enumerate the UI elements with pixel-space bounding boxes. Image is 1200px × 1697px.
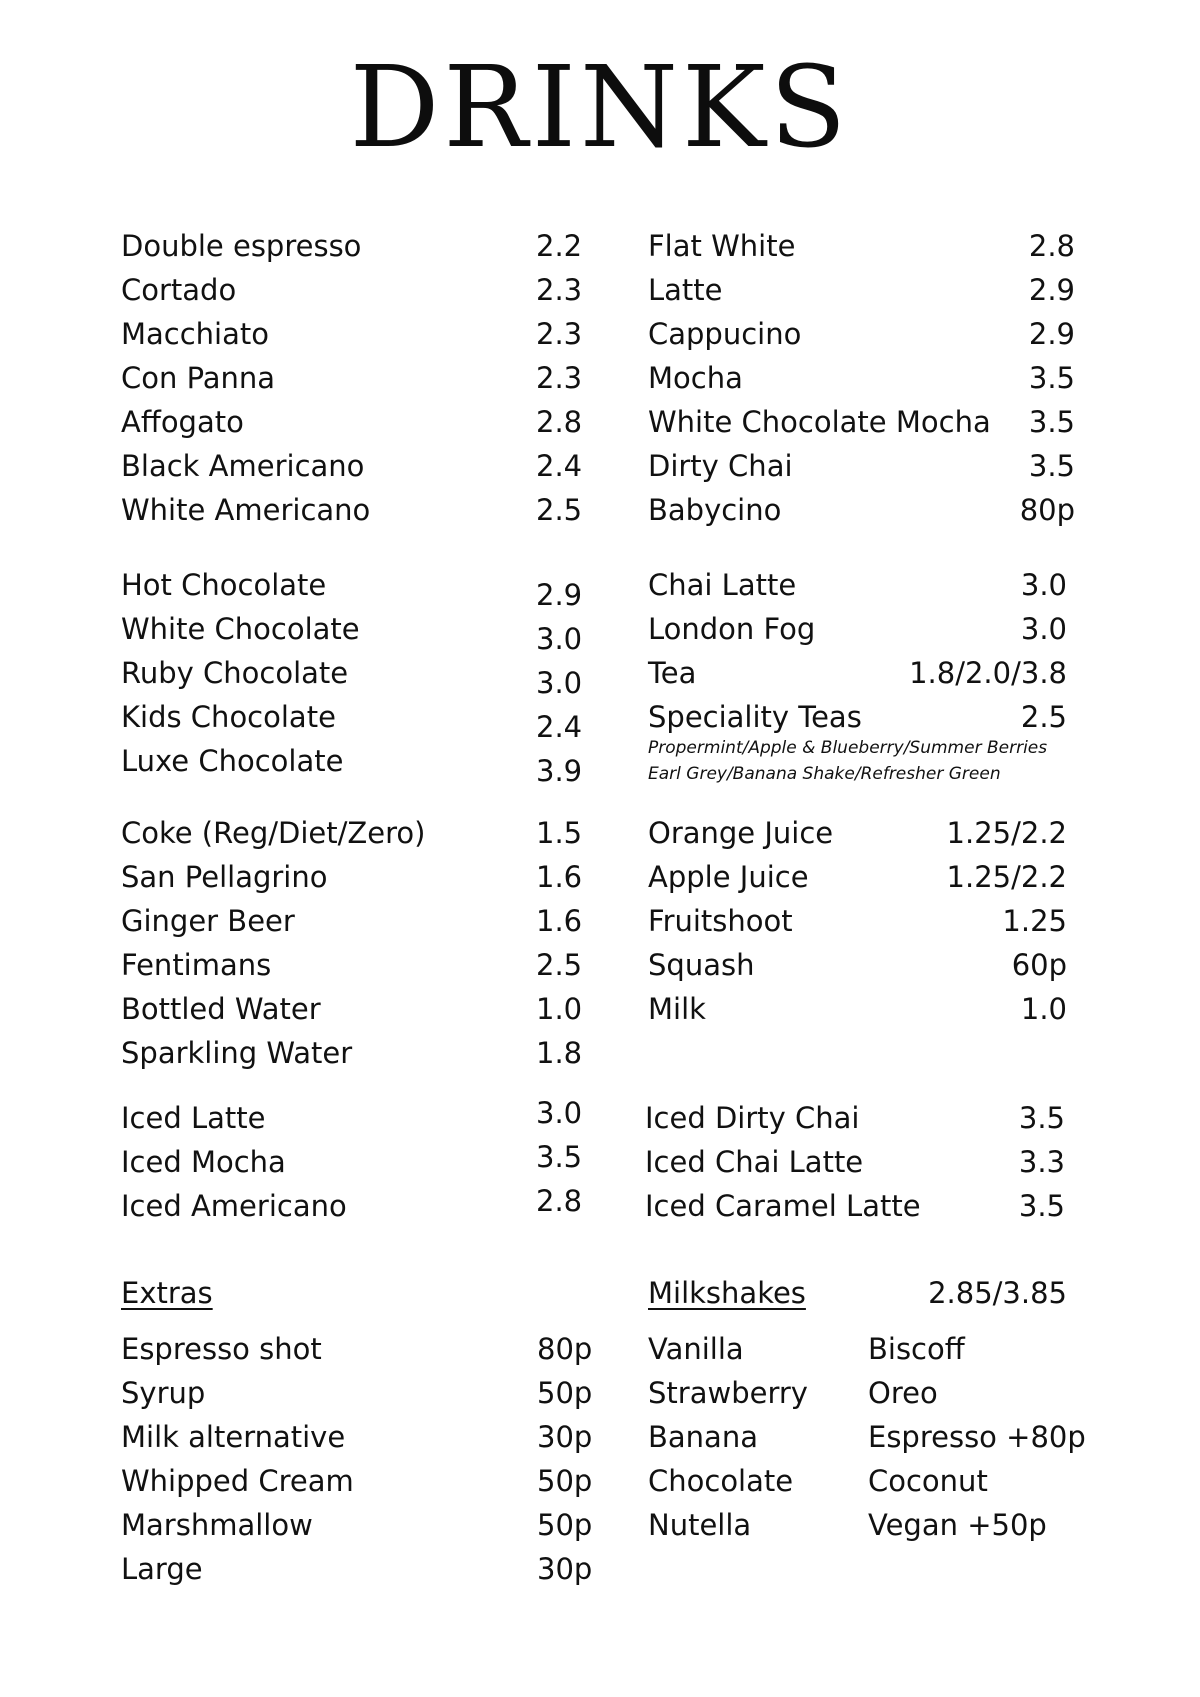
menu-item (121, 989, 581, 1029)
item-name: Ruby Chocolate (121, 656, 349, 690)
item-name: Black Americano (121, 449, 365, 483)
tea-note-line-2: Earl Grey/Banana Shake/Refresher Green (648, 764, 1001, 784)
item-price: 30p (537, 1552, 593, 1586)
item-price: 1.5 (536, 816, 583, 850)
menu-item (121, 901, 581, 941)
item-price: 1.25/2.2 (946, 860, 1067, 894)
item-name: Marshmallow (121, 1508, 313, 1542)
item-price: 1.8/2.0/3.8 (909, 656, 1067, 690)
menu-item (645, 1098, 1065, 1138)
menu-item (121, 1186, 581, 1226)
item-price: 1.25 (1002, 904, 1067, 938)
menu-item (121, 358, 581, 398)
item-name: Orange Juice (648, 816, 834, 850)
menu-item (121, 857, 581, 897)
item-price: 2.9 (1028, 317, 1075, 351)
menu-item (648, 565, 1067, 605)
item-price: 3.0 (536, 622, 583, 656)
item-price: 80p (1019, 493, 1075, 527)
milkshake-flavour: Oreo (868, 1376, 938, 1410)
item-price: 2.8 (1028, 229, 1075, 263)
item-price: 3.5 (1028, 405, 1075, 439)
item-name: Dirty Chai (648, 449, 793, 483)
item-price: 2.9 (1028, 273, 1075, 307)
item-price: 50p (537, 1508, 593, 1542)
item-name: Milk alternative (121, 1420, 346, 1454)
item-price: 2.3 (536, 273, 583, 307)
menu-item (648, 901, 1067, 941)
item-price: 60p (1011, 948, 1067, 982)
item-name: Iced Mocha (121, 1145, 286, 1179)
menu-item (648, 945, 1067, 985)
menu-item (121, 1461, 591, 1501)
item-name: Kids Chocolate (121, 700, 336, 734)
menu-item (121, 402, 581, 442)
item-price: 3.5 (1028, 361, 1075, 395)
item-name: Iced Latte (121, 1101, 266, 1135)
item-name: White Chocolate (121, 612, 360, 646)
menu-item (121, 1549, 591, 1589)
item-price: 30p (537, 1420, 593, 1454)
menu-item (648, 358, 1075, 398)
item-price: 50p (537, 1376, 593, 1410)
item-price: 3.0 (536, 1096, 583, 1130)
iced-right-section (645, 1098, 1065, 1230)
menu-item (121, 697, 583, 744)
menu-item (648, 446, 1075, 486)
milkshake-flavour: Biscoff (868, 1332, 965, 1366)
milkshake-flavour: Strawberry (648, 1376, 808, 1410)
menu-item (648, 270, 1075, 310)
item-name: Ginger Beer (121, 904, 295, 938)
milkshake-flavour: Nutella (648, 1508, 752, 1542)
item-price: 3.5 (1018, 1101, 1065, 1135)
item-price: 2.5 (536, 948, 583, 982)
item-price: 2.2 (536, 229, 583, 263)
menu-item (121, 1505, 591, 1545)
menu-item (121, 609, 583, 656)
menu-item (648, 402, 1075, 442)
item-price: 2.3 (536, 317, 583, 351)
milkshake-flavour: Chocolate (648, 1464, 794, 1498)
item-name: Hot Chocolate (121, 568, 327, 602)
menu-item (648, 226, 1075, 266)
item-name: Mocha (648, 361, 743, 395)
item-price: 3.9 (536, 754, 583, 788)
item-name: Iced Americano (121, 1189, 347, 1223)
item-name: Espresso shot (121, 1332, 322, 1366)
item-price: 1.6 (536, 904, 583, 938)
extras-section (121, 1329, 591, 1593)
tea-note-line-1: Propermint/Apple & Blueberry/Summer Berries (648, 738, 1048, 758)
tea-section (648, 565, 1067, 741)
milkshake-flavour: Vegan +50p (868, 1508, 1047, 1542)
menu-item (121, 1329, 591, 1369)
item-price: 2.8 (536, 405, 583, 439)
menu-item (121, 1142, 581, 1182)
iced-left-section (121, 1098, 581, 1230)
milkshakes-flavours-col1 (648, 1329, 868, 1549)
item-name: Cortado (121, 273, 237, 307)
menu-item (648, 609, 1067, 649)
item-price: 3.3 (1018, 1145, 1065, 1179)
milkshake-flavour: Banana (648, 1420, 758, 1454)
item-name: Flat White (648, 229, 796, 263)
milkshake-flavour: Espresso +80p (868, 1420, 1086, 1454)
menu-item (648, 490, 1075, 530)
item-name: Chai Latte (648, 568, 797, 602)
item-price: 1.0 (536, 992, 583, 1026)
item-name: Sparkling Water (121, 1036, 353, 1070)
item-price: 50p (537, 1464, 593, 1498)
menu-item (121, 565, 583, 612)
item-price: 3.5 (1018, 1189, 1065, 1223)
menu-title: DRINKS (349, 43, 851, 173)
item-name: Con Panna (121, 361, 276, 395)
coffee-left-section (121, 226, 581, 534)
menu-item (121, 490, 581, 530)
menu-item (645, 1142, 1065, 1182)
item-name: San Pellagrino (121, 860, 328, 894)
item-name: Large (121, 1552, 203, 1586)
menu-item (648, 653, 1067, 693)
item-name: London Fog (648, 612, 816, 646)
menu-item (648, 314, 1075, 354)
menu-item (645, 1186, 1065, 1226)
item-name: White Chocolate Mocha (648, 405, 991, 439)
item-price: 1.25/2.2 (946, 816, 1067, 850)
item-price: 2.4 (536, 710, 583, 744)
item-price: 2.4 (536, 449, 583, 483)
menu-item (121, 1033, 581, 1073)
milkshakes-heading: Milkshakes (648, 1276, 806, 1310)
item-price: 3.0 (1020, 612, 1067, 646)
item-price: 3.0 (536, 666, 583, 700)
item-name: White Americano (121, 493, 371, 527)
item-name: Milk (648, 992, 706, 1026)
coffee-right-section (648, 226, 1075, 534)
item-name: Speciality Teas (648, 700, 862, 734)
menu-item (121, 653, 583, 700)
item-name: Tea (648, 656, 697, 690)
item-name: Syrup (121, 1376, 206, 1410)
menu-item (121, 226, 581, 266)
item-price: 2.5 (1020, 700, 1067, 734)
milkshake-flavour: Vanilla (648, 1332, 744, 1366)
soft-drinks-section (121, 813, 581, 1077)
menu-item (121, 945, 581, 985)
item-name: Whipped Cream (121, 1464, 354, 1498)
menu-item (648, 813, 1067, 853)
item-price: 2.5 (536, 493, 583, 527)
menu-item (121, 1098, 581, 1138)
menu-item (121, 741, 583, 788)
menu-item (648, 989, 1067, 1029)
item-price: 2.9 (536, 578, 583, 612)
item-price: 80p (537, 1332, 593, 1366)
item-price: 3.5 (1028, 449, 1075, 483)
item-name: Cappucino (648, 317, 802, 351)
menu-item (121, 270, 581, 310)
item-name: Bottled Water (121, 992, 321, 1026)
menu-item (121, 813, 581, 853)
item-name: Babycino (648, 493, 782, 527)
juices-section (648, 813, 1067, 1033)
item-name: Squash (648, 948, 755, 982)
item-name: Fentimans (121, 948, 272, 982)
item-price: 3.0 (1020, 568, 1067, 602)
item-name: Apple Juice (648, 860, 809, 894)
chocolate-section (121, 565, 583, 788)
item-price: 2.8 (536, 1184, 583, 1218)
menu-item (648, 857, 1067, 897)
milkshakes-flavours-col2 (868, 1329, 1088, 1549)
milkshakes-price: 2.85/3.85 (928, 1276, 1067, 1310)
item-price: 1.6 (536, 860, 583, 894)
menu-item (648, 697, 1067, 737)
item-name: Iced Chai Latte (645, 1145, 864, 1179)
item-name: Macchiato (121, 317, 270, 351)
item-price: 1.0 (1020, 992, 1067, 1026)
menu-item (121, 1373, 591, 1413)
item-name: Luxe Chocolate (121, 744, 344, 778)
extras-heading: Extras (121, 1276, 213, 1310)
item-name: Latte (648, 273, 723, 307)
item-name: Fruitshoot (648, 904, 793, 938)
item-name: Affogato (121, 405, 244, 439)
item-name: Double espresso (121, 229, 362, 263)
menu-item (121, 1417, 591, 1457)
item-name: Iced Dirty Chai (645, 1101, 860, 1135)
item-price: 2.3 (536, 361, 583, 395)
milkshake-flavour: Coconut (868, 1464, 988, 1498)
item-price: 3.5 (536, 1140, 583, 1174)
menu-item (121, 446, 581, 486)
item-price: 1.8 (536, 1036, 583, 1070)
menu-item (121, 314, 581, 354)
item-name: Coke (Reg/Diet/Zero) (121, 816, 426, 850)
speciality-teas-note (648, 735, 1047, 787)
item-name: Iced Caramel Latte (645, 1189, 921, 1223)
